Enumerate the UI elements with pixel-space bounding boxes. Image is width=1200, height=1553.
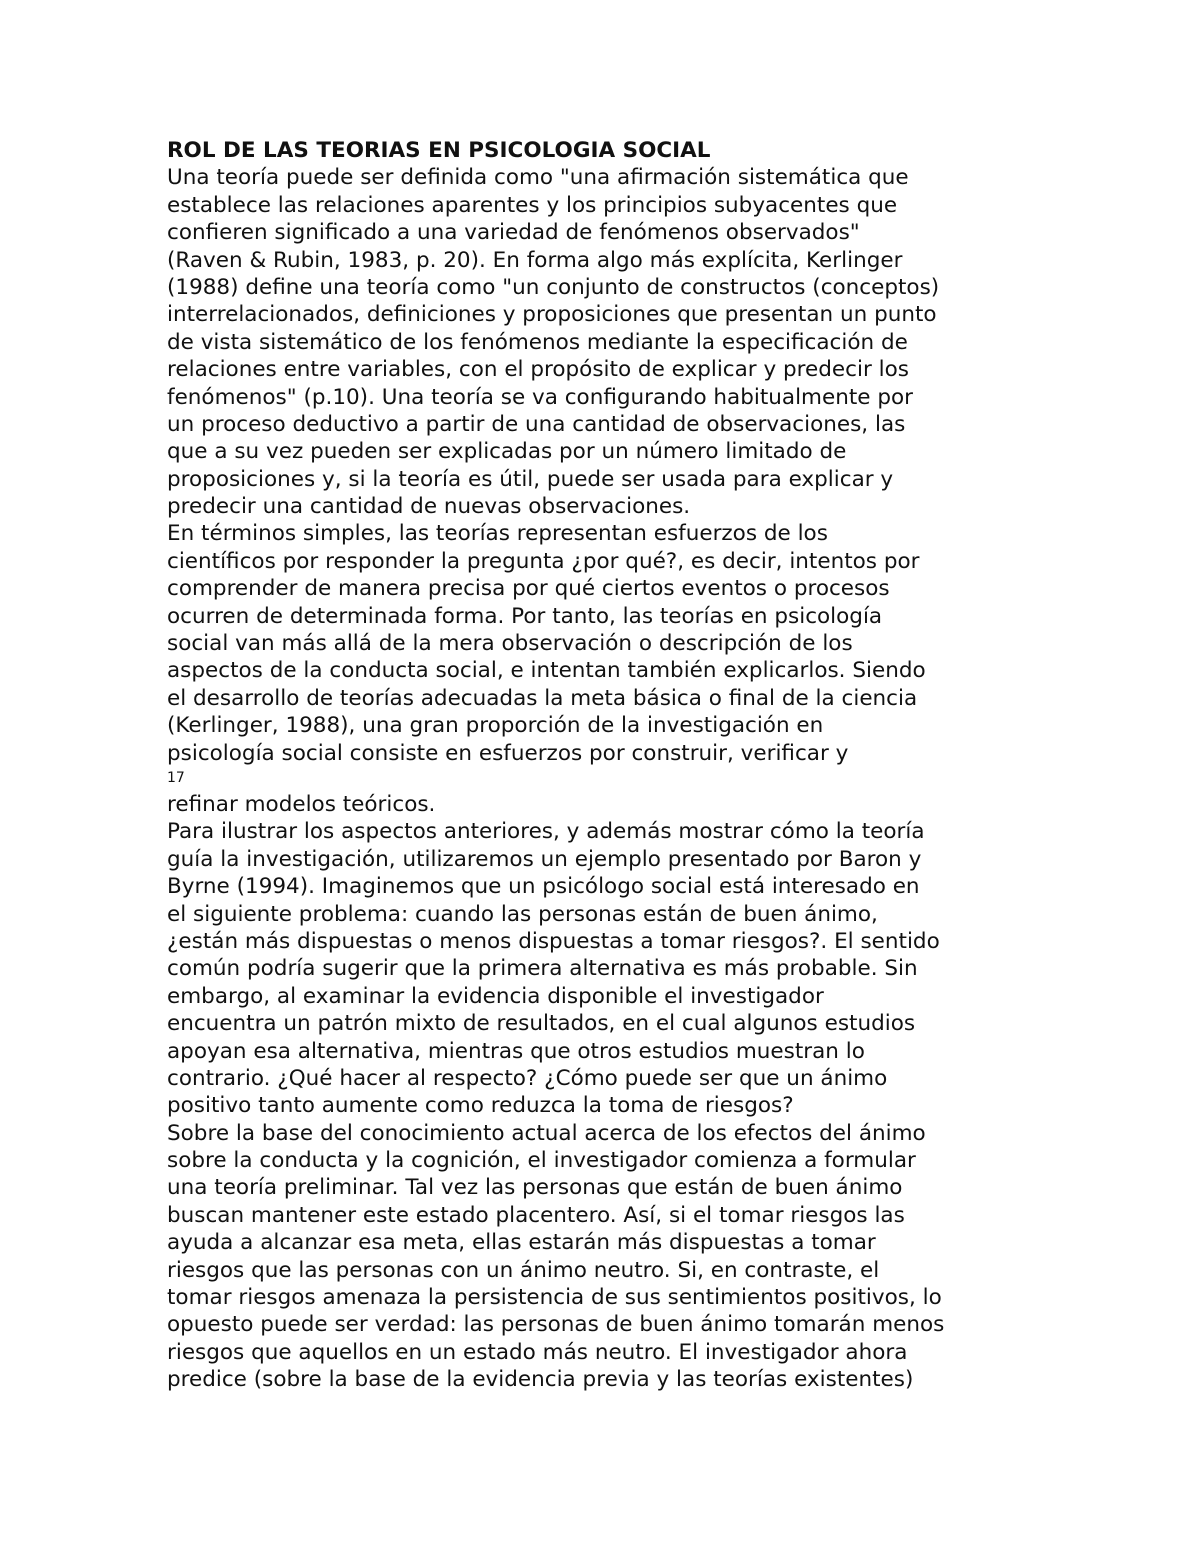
- text-line: (Kerlinger, 1988), una gran proporción de la investigación en: [167, 713, 824, 739]
- text-line: ayuda a alcanzar esa meta, ellas estarán más dispuestas a tomar: [167, 1230, 876, 1256]
- document-body: [167, 137, 1047, 1394]
- text-line: científicos por responder la pregunta ¿por qué?, es decir, intentos por: [167, 548, 920, 574]
- text-line: psicología social consiste en esfuerzos por construir, verificar y: [167, 740, 849, 766]
- text-line: Byrne (1994). Imaginemos que un psicólogo social está interesado en: [167, 874, 920, 900]
- text-line: refinar modelos teóricos.: [167, 791, 436, 817]
- text-line: social van más allá de la mera observación o descripción de los: [167, 631, 853, 657]
- text-line: embargo, al examinar la evidencia disponible el investigador: [167, 983, 824, 1009]
- text-line: riesgos que las personas con un ánimo neutro. Si, en contraste, el: [167, 1257, 880, 1283]
- page-number: 17: [167, 769, 185, 786]
- text-line: el siguiente problema: cuando las personas están de buen ánimo,: [167, 901, 878, 927]
- text-line: ¿están más dispuestas o menos dispuestas a tomar riesgos?. El sentido: [167, 928, 940, 954]
- text-line: el desarrollo de teorías adecuadas la meta básica o final de la ciencia: [167, 685, 918, 711]
- text-line: comprender de manera precisa por qué ciertos eventos o procesos: [167, 576, 890, 602]
- text-line: confieren significado a una variedad de fenómenos observados": [167, 220, 860, 246]
- text-line: contrario. ¿Qué hacer al respecto? ¿Cómo puede ser que un ánimo: [167, 1065, 888, 1091]
- text-line: una teoría preliminar. Tal vez las personas que están de buen ánimo: [167, 1175, 903, 1201]
- text-line: proposiciones y, si la teoría es útil, puede ser usada para explicar y: [167, 466, 894, 492]
- text-line: sobre la conducta y la cognición, el investigador comienza a formular: [167, 1148, 916, 1174]
- text-line: En términos simples, las teorías representan esfuerzos de los: [167, 521, 828, 547]
- text-line: Una teoría puede ser definida como "una afirmación sistemática que: [167, 165, 909, 191]
- text-line: que a su vez pueden ser explicadas por un número limitado de: [167, 439, 847, 465]
- text-lines-before-page-number: [167, 164, 1047, 767]
- text-line: (Raven & Rubin, 1983, p. 20). En forma algo más explícita, Kerlinger: [167, 247, 903, 273]
- text-line: aspectos de la conducta social, e intentan también explicarlos. Siendo: [167, 658, 926, 684]
- text-line: relaciones entre variables, con el propósito de explicar y predecir los: [167, 357, 909, 383]
- text-line: buscan mantener este estado placentero. Así, si el tomar riesgos las: [167, 1202, 905, 1228]
- text-line: común podría sugerir que la primera alternativa es más probable. Sin: [167, 956, 918, 982]
- text-lines-after-page-number: [167, 791, 1047, 1394]
- text-line: apoyan esa alternativa, mientras que otros estudios muestran lo: [167, 1038, 865, 1064]
- text-line: encuentra un patrón mixto de resultados, en el cual algunos estudios: [167, 1011, 916, 1037]
- text-line: establece las relaciones aparentes y los principios subyacentes que: [167, 192, 898, 218]
- text-line: guía la investigación, utilizaremos un ejemplo presentado por Baron y: [167, 846, 922, 872]
- text-line: ocurren de determinada forma. Por tanto, las teorías en psicología: [167, 603, 883, 629]
- text-line: opuesto puede ser verdad: las personas de buen ánimo tomarán menos: [167, 1312, 945, 1338]
- text-line: Sobre la base del conocimiento actual acerca de los efectos del ánimo: [167, 1120, 926, 1146]
- text-line: fenómenos" (p.10). Una teoría se va configurando habitualmente por: [167, 384, 913, 410]
- document-title: ROL DE LAS TEORIAS EN PSICOLOGIA SOCIAL: [167, 138, 711, 163]
- text-line: (1988) define una teoría como "un conjunto de constructos (conceptos): [167, 274, 940, 300]
- text-line: de vista sistemático de los fenómenos mediante la especificación de: [167, 329, 908, 355]
- text-line: riesgos que aquellos en un estado más neutro. El investigador ahora: [167, 1339, 908, 1365]
- text-line: interrelacionados, definiciones y proposiciones que presentan un punto: [167, 302, 937, 328]
- text-line: Para ilustrar los aspectos anteriores, y además mostrar cómo la teoría: [167, 819, 925, 845]
- text-line: predecir una cantidad de nuevas observaciones.: [167, 494, 691, 520]
- text-line: predice (sobre la base de la evidencia previa y las teorías existentes): [167, 1367, 914, 1393]
- text-line: tomar riesgos amenaza la persistencia de sus sentimientos positivos, lo: [167, 1285, 942, 1311]
- text-line: positivo tanto aumente como reduzca la toma de riesgos?: [167, 1093, 794, 1119]
- text-line: un proceso deductivo a partir de una cantidad de observaciones, las: [167, 411, 906, 437]
